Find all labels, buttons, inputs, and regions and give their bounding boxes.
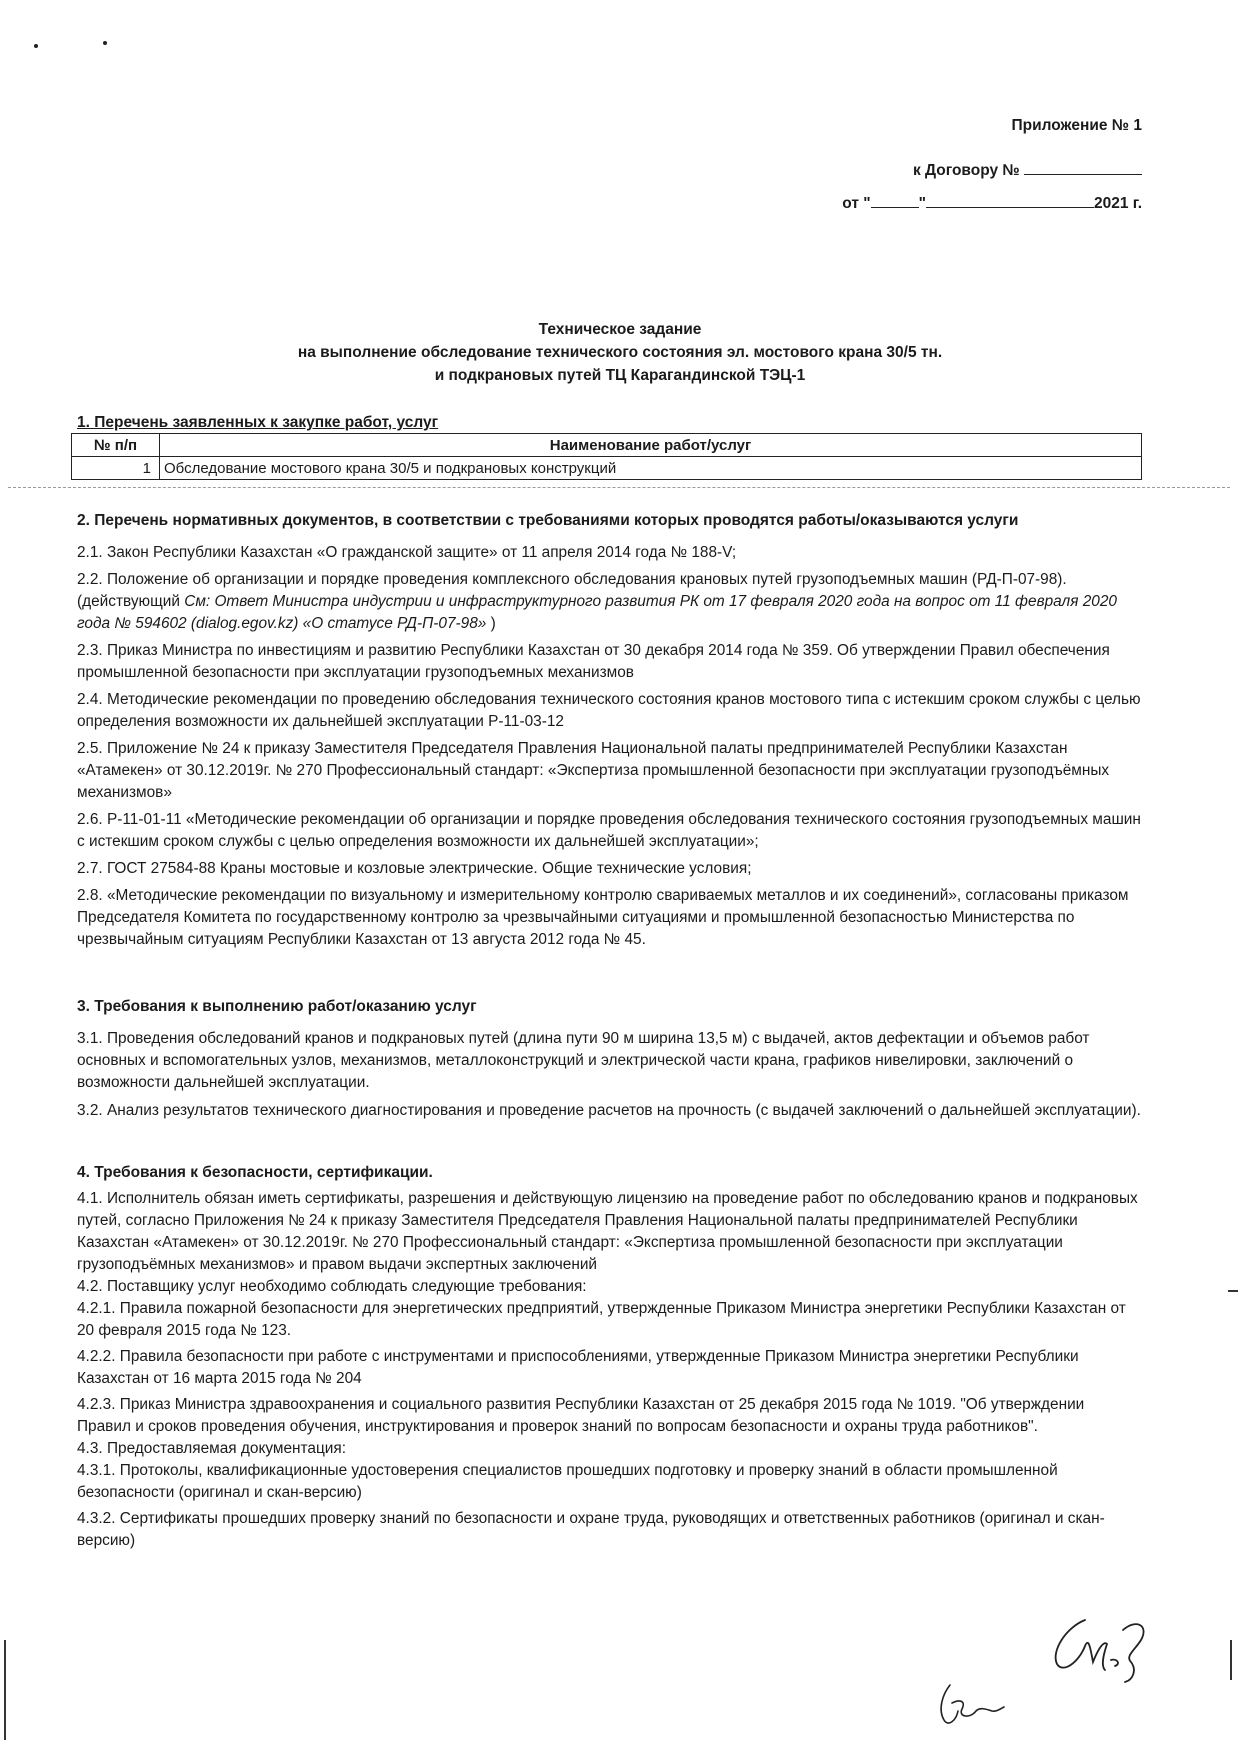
item-2-2-italic: См: Ответ Министра индустрии и инфраструктурного развития РК от 17 февраля 2020 года на вопрос от 11 февраля 2020 года № 594602 (dialog.egov.kz) «О статусе РД-П-07-98» [77, 593, 1117, 632]
contract-number-blank [1024, 160, 1142, 175]
title-line-3: и подкрановых путей ТЦ Карагандинской ТЭЦ-1 [434, 367, 806, 384]
section-2 [77, 510, 1141, 956]
item-4-3-2: 4.3.2. Сертификаты прошедших проверку знаний по безопасности и охране труда, руководящих и ответственных работников (оригинал и скан-версию) [77, 1510, 1105, 1549]
scan-dashed-line [8, 487, 1230, 488]
header-number: № п/п [72, 434, 160, 457]
item-4-2-2: 4.2.2. Правила безопасности при работе с инструментами и приспособлениями, утвержденные Приказом Министра энергетики Республики Казахстан от 16 марта 2015 года № 204 [77, 1348, 1079, 1387]
section-4-heading: 4. Требования к безопасности, сертификации. [77, 1164, 433, 1181]
date-year: 2021 г. [1094, 195, 1142, 212]
contract-number-line [700, 160, 1142, 180]
title-line-1: Техническое задание [538, 321, 702, 338]
scan-edge-mark [1230, 1640, 1232, 1680]
section-2-heading: 2. Перечень нормативных документов, в соответствии с требованиями которых проводятся работы/оказываются услуги [77, 512, 1019, 529]
scan-edge-mark [4, 1640, 6, 1740]
item-2-7: 2.7. ГОСТ 27584-88 Краны мостовые и козловые электрические. Общие технические условия; [77, 860, 752, 877]
section-4 [77, 1162, 1141, 1556]
contract-date-line [700, 193, 1142, 213]
document-title [120, 318, 1120, 387]
table-row [72, 457, 1142, 480]
contract-prefix: к Договору № [912, 162, 1020, 179]
item-4-3: 4.3. Предоставляемая документация: [77, 1440, 346, 1457]
scan-speck [103, 41, 107, 45]
item-2-2-tail: ) [490, 615, 496, 632]
scan-speck [34, 44, 38, 48]
item-2-5: 2.5. Приложение № 24 к приказу Заместителя Председателя Правления Национальной палаты предпринимателей Республики Казахстан «Атамекен» от 30.12.2019г. № 270 Профессиональный стандарт: «Экспертиза промышленной безопасности при эксплуатации грузоподъёмных механизмов» [77, 740, 1110, 801]
item-2-2 [77, 569, 1141, 635]
row-number: 1 [72, 457, 160, 480]
scan-edge-mark [1228, 1290, 1238, 1292]
item-3-2: 3.2. Анализ результатов технического диагностирования и проведение расчетов на прочность (с выдачей заключений о дальнейшей эксплуатации). [77, 1102, 1141, 1119]
item-2-6: 2.6. Р-11-01-11 «Методические рекомендации об организации и порядке проведения обследования технического состояния грузоподъемных машин с истекшим сроком службы с целью определения возможности их дальнейшей эксплуатации»; [77, 811, 1141, 850]
item-4-2-3: 4.2.3. Приказ Министра здравоохранения и социального развития Республики Казахстан от 25 декабря 2015 года № 1019. "Об утверждении Правил и сроков проведения обучения, инструктирования и проверок знаний по вопросам безопасности и охраны труда работников". [77, 1396, 1085, 1435]
section-3 [77, 996, 1141, 1128]
works-table [71, 433, 1142, 480]
date-prefix: от " [842, 195, 871, 212]
item-4-1: 4.1. Исполнитель обязан иметь сертификаты, разрешения и действующую лицензию на проведение работ по обследованию кранов и подкрановых путей, согласно Приложения № 24 к приказу Заместителя Председателя Правления Национальной палаты предпринимателей Республики Казахстан «Атамекен» от 30.12.2019г. № 270 Профессиональный стандарт: «Экспертиза промышленной безопасности при эксплуатации грузоподъёмных механизмов» и правом выдачи экспертных заключений [77, 1190, 1138, 1273]
section-1-heading: 1. Перечень заявленных к закупке работ, услуг [77, 414, 439, 431]
item-2-8: 2.8. «Методические рекомендации по визуальному и измерительному контролю свариваемых металлов и их соединений», согласованы приказом Председателя Комитета по государственному контролю за чрезвычайными ситуациями и промышленной безопасностью Министерства по чрезвычайным ситуациям Республики Казахстан от 13 августа 2012 года № 45. [77, 887, 1129, 948]
title-line-2: на выполнение обследование технического состояния эл. мостового крана 30/5 тн. [297, 344, 943, 361]
item-2-4: 2.4. Методические рекомендации по проведению обследования технического состояния кранов мостового типа с истекшим сроком службы с целью определения возможности их дальнейшей эксплуатации Р-11-03-12 [77, 691, 1141, 730]
date-month-blank [926, 193, 1094, 208]
item-3-1: 3.1. Проведения обследований кранов и подкрановых путей (длина пути 90 м ширина 13,5 м) с выдачей, актов дефектации и объемов работ основных и вспомогательных узлов, механизмов, металлоконструкций и электрической части крана, графиков нивелировки, заключений о возможности дальнейшей эксплуатации. [77, 1030, 1090, 1091]
item-2-1: 2.1. Закон Республики Казахстан «О гражданской защите» от 11 апреля 2014 года № 188-V; [77, 544, 737, 561]
item-4-2-1: 4.2.1. Правила пожарной безопасности для энергетических предприятий, утвержденные Приказом Министра энергетики Республики Казахстан от 20 февраля 2015 года № 123. [77, 1300, 1126, 1339]
item-4-2: 4.2. Поставщику услуг необходимо соблюдать следующие требования: [77, 1278, 587, 1295]
signature-2-icon [1045, 1600, 1155, 1685]
item-2-3: 2.3. Приказ Министра по инвестициям и развитию Республики Казахстан от 30 декабря 2014 года № 359. Об утверждении Правил обеспечения промышленной безопасности при эксплуатации грузоподъемных механизмов [77, 642, 1110, 681]
section-3-heading: 3. Требования к выполнению работ/оказанию услуг [77, 998, 477, 1015]
date-quote: " [918, 195, 926, 212]
table-header-row [72, 434, 1142, 457]
appendix-label: Приложение № 1 [1011, 117, 1142, 134]
date-day-blank [871, 193, 919, 208]
signature-1-icon [930, 1665, 1010, 1735]
header-work-name: Наименование работ/услуг [160, 434, 1142, 457]
item-2-2-text: 2.2. Положение об организации и порядке проведения комплексного обследования крановых путей грузоподъемных машин (РД-П-07-98). (действующий [77, 571, 1067, 610]
row-work-name: Обследование мостового крана 30/5 и подкрановых конструкций [160, 457, 1142, 480]
item-4-3-1: 4.3.1. Протоколы, квалификационные удостоверения специалистов прошедших подготовку и проверку знаний в области промышленной безопасности (оригинал и скан-версию) [77, 1462, 1058, 1501]
